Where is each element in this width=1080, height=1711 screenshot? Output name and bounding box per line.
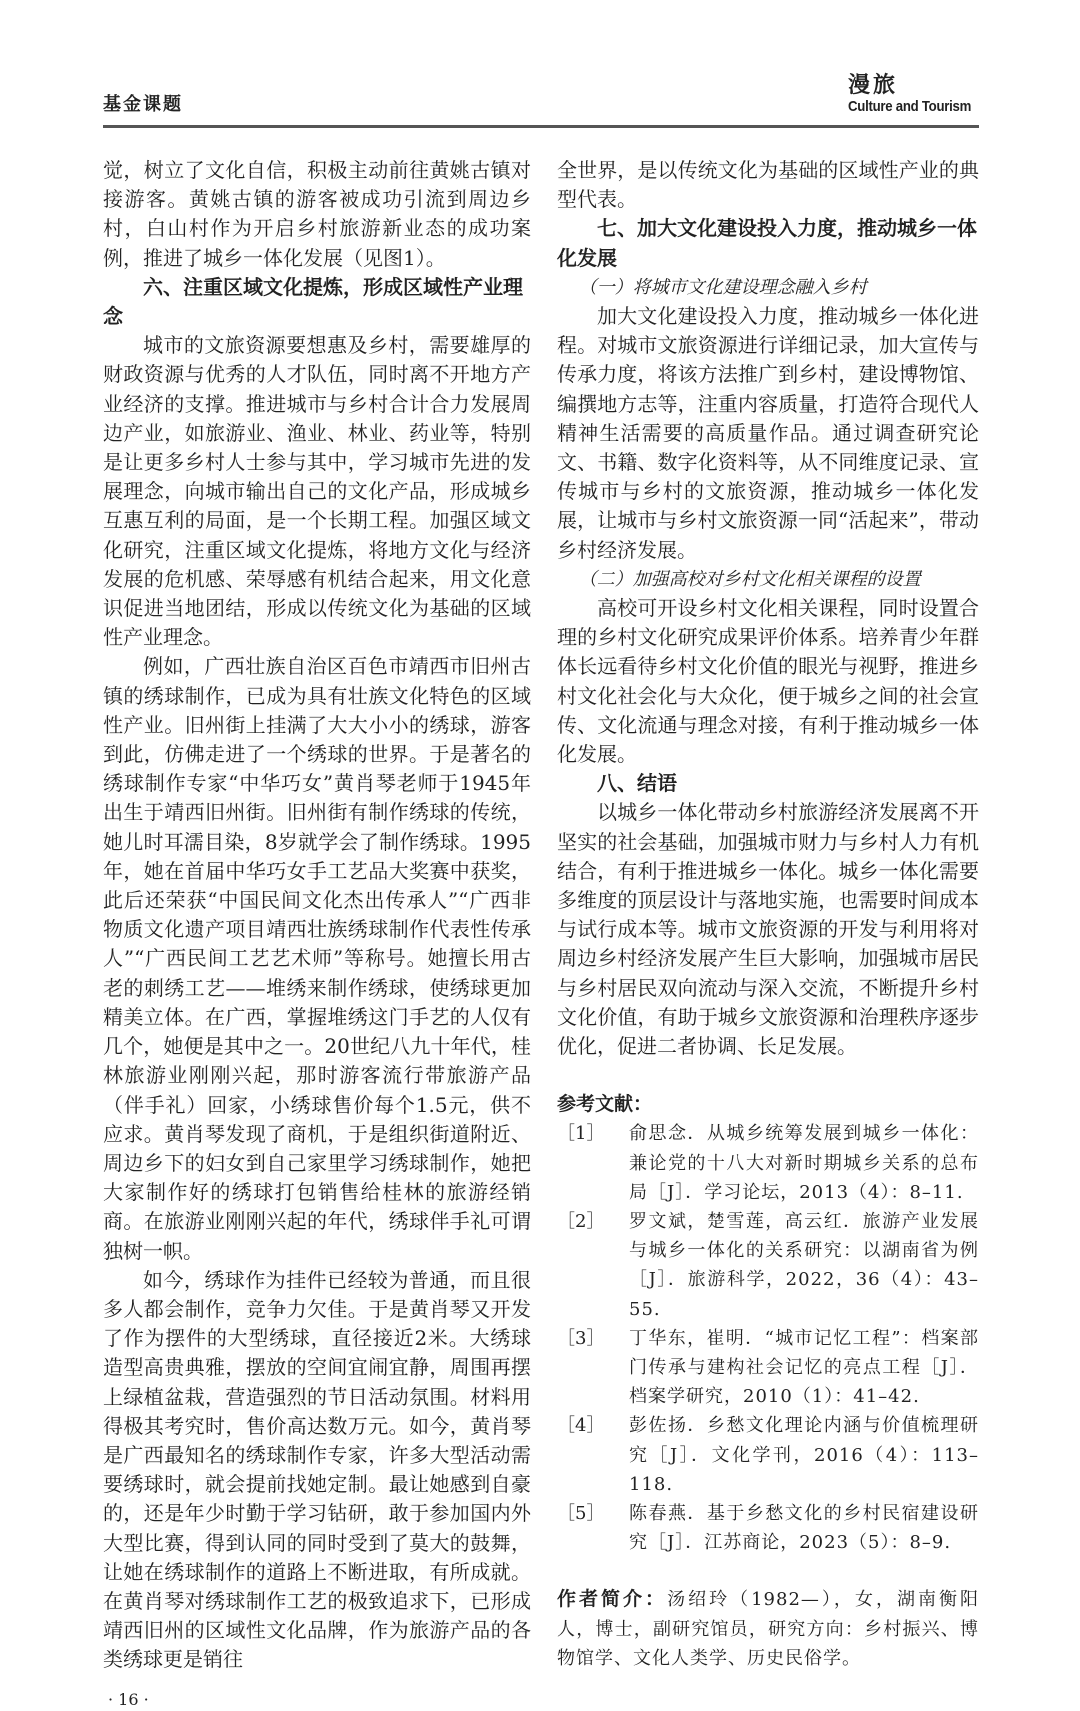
reference-text: 罗文斌，楚雪莲，高云红．旅游产业发展与城乡一体化的关系研究：以湖南省为例［J］．旅游科学，2022，36（4）：43–55.: [629, 1210, 979, 1320]
section-heading-8: 八、结语: [597, 771, 677, 796]
paragraph: 全世界，是以传统文化为基础的区域性产业的典型代表。: [557, 158, 979, 212]
author-bio-text: 汤绍玲（1982—），女，湖南衡阳人，博士，副研究馆员，研究方向：乡村振兴、博物馆学、文化人类学、历史民俗学。: [557, 1589, 979, 1669]
paragraph: 加大文化建设投入力度，推动城乡一体化进程。对城市文旅资源进行详细记录，加大宣传与传承力度，将该方法推广到乡村，建设博物馆、编撰地方志等，注重内容质量，打造符合现代人精神生活需要的高质量作品。通过调查研究论文、书籍、数字化资料等，从不同维度记录、宣传城市与乡村的文旅资源，推动城乡一体化发展，让城市与乡村文旅资源一同“活起来”，带动乡村经济发展。: [557, 304, 979, 562]
reference-number: ［3］: [557, 1327, 605, 1349]
subheading-2: （二）加强高校对乡村文化相关课程的设置: [578, 568, 921, 590]
author-bio-label: 作者简介：: [557, 1588, 668, 1611]
journal-title-cn: 漫旅: [848, 72, 899, 98]
reference-text: 彭佐扬．乡愁文化理论内涵与价值梳理研究［J］．文化学刊，2016（4）：113–118.: [629, 1415, 979, 1495]
section-heading-7: 七、加大文化建设投入力度，推动城乡一体化发展: [557, 216, 977, 270]
paragraph: 觉，树立了文化自信，积极主动前往黄姚古镇对接游客。黄姚古镇的游客被成功引流到周边乡村，白山村作为开启乡村旅游新业态的成功案例，推进了城乡一体化发展（见图1）。: [103, 158, 531, 270]
reference-text: 陈春燕．基于乡愁文化的乡村民宿建设研究［J］．江苏商论，2023（5）：8–9.: [629, 1502, 979, 1554]
reference-number: ［1］: [557, 1123, 605, 1145]
reference-number: ［4］: [557, 1415, 605, 1437]
subheading-1: （一）将城市文化建设理念融入乡村: [578, 276, 867, 298]
author-bio: [557, 1585, 979, 1673]
reference-number: ［2］: [557, 1210, 605, 1232]
header-rule: [103, 125, 979, 128]
reference-item: [557, 1119, 979, 1207]
references-list: [557, 1119, 979, 1557]
right-column: [557, 156, 979, 1673]
page-number: · 16 ·: [108, 1689, 149, 1709]
left-column: [103, 156, 531, 1711]
reference-text: 俞思念．从城乡统筹发展到城乡一体化：兼论党的十八大对新时期城乡关系的总布局［J］．学习论坛，2013（4）：8–11.: [629, 1123, 979, 1203]
journal-title-en: Culture and Tourism: [848, 98, 972, 115]
paragraph: 例如，广西壮族自治区百色市靖西市旧州古镇的绣球制作，已成为具有壮族文化特色的区域性产业。旧州街上挂满了大大小小的绣球，游客到此，仿佛走进了一个绣球的世界。于是著名的绣球制作专家“中华巧女”黄肖琴老师于1945年出生于靖西旧州街。旧州街有制作绣球的传统，她儿时耳濡目染，8岁就学会了制作绣球。1995年，她在首届中华巧女手工艺品大奖赛中获奖，此后还荣获“中国民间文化杰出传承人”“广西非物质文化遗产项目靖西壮族绣球制作代表性传承人”“广西民间工艺艺术师”等称号。她擅长用古老的刺绣工艺——堆绣来制作绣球，使绣球更加精美立体。在广西，掌握堆绣这门手艺的人仅有几个，她便是其中之一。20世纪八九十年代，桂林旅游业刚刚兴起，那时游客流行带旅游产品（伴手礼）回家，小绣球售价每个1.5元，供不应求。黄肖琴发现了商机，于是组织街道附近、周边乡下的妇女到自己家里学习绣球制作，她把大家制作好的绣球打包销售给桂林的旅游经销商。在旅游业刚刚兴起的年代，绣球伴手礼可谓独树一帜。: [103, 654, 531, 1263]
reference-text: 丁华东，崔明．“城市记忆工程”：档案部门传承与建构社会记忆的亮点工程［J］．档案学研究，2010（1）：41–42.: [629, 1327, 979, 1408]
paragraph: 以城乡一体化带动乡村旅游经济发展离不开坚实的社会基础，加强城市财力与乡村人力有机结合，有利于推进城乡一体化。城乡一体化需要多维度的顶层设计与落地实施，也需要时间成本与试行成本等。城市文旅资源的开发与利用将对周边乡村经济发展产生巨大影响，加强城市居民与乡村居民双向流动与深入交流，不断提升乡村文化价值，有助于城乡文旅资源和治理秩序逐步优化，促进二者协调、长足发展。: [557, 800, 979, 1059]
reference-item: [557, 1411, 979, 1499]
reference-item: [557, 1499, 979, 1557]
paragraph: 城市的文旅资源要想惠及乡村，需要雄厚的财政资源与优秀的人才队伍，同时离不开地方产业经济的支撑。推进城市与乡村合计合力发展周边产业，如旅游业、渔业、林业、药业等，特别是让更多乡村人士参与其中，学习城市先进的发展理念，向城市输出自己的文化产品，形成城乡互惠互利的局面，是一个长期工程。加强区域文化研究，注重区域文化提炼，将地方文化与经济发展的危机感、荣辱感有机结合起来，用文化意识促进当地团结，形成以传统文化为基础的区域性产业理念。: [103, 333, 531, 650]
section-label: 基金课题: [103, 94, 183, 115]
section-heading-6: 六、注重区域文化提炼，形成区域性产业理念: [103, 274, 523, 329]
references-title: 参考文献：: [557, 1093, 653, 1116]
journal-masthead: [848, 72, 988, 116]
paragraph: 如今，绣球作为挂件已经较为普通，而且很多人都会制作，竞争力欠佳。于是黄肖琴又开发了作为摆件的大型绣球，直径接近2米。大绣球造型高贵典雅，摆放的空间宜闹宜静，周围再摆上绿植盆栽，营造强烈的节日活动氛围。材料用得极其考究时，售价高达数万元。如今，黄肖琴是广西最知名的绣球制作专家，许多大型活动需要绣球时，就会提前找她定制。最让她感到自豪的，还是年少时勤于学习钻研，敢于参加国内外大型比赛，得到认同的同时受到了莫大的鼓舞，让她在绣球制作的道路上不断进取，有所成就。在黄肖琴对绣球制作工艺的极致追求下，已形成靖西旧州的区域性文化品牌，作为旅游产品的各类绣球更是销往: [103, 1267, 531, 1672]
reference-item: [557, 1324, 979, 1412]
paragraph: 高校可开设乡村文化相关课程，同时设置合理的乡村文化研究成果评价体系。培养青少年群体长远看待乡村文化价值的眼光与视野，推进乡村文化社会化与大众化，便于城乡之间的社会宣传、文化流通与理念对接，有利于推动城乡一体化发展。: [557, 596, 979, 767]
reference-number: ［5］: [557, 1502, 605, 1524]
reference-item: [557, 1207, 979, 1324]
